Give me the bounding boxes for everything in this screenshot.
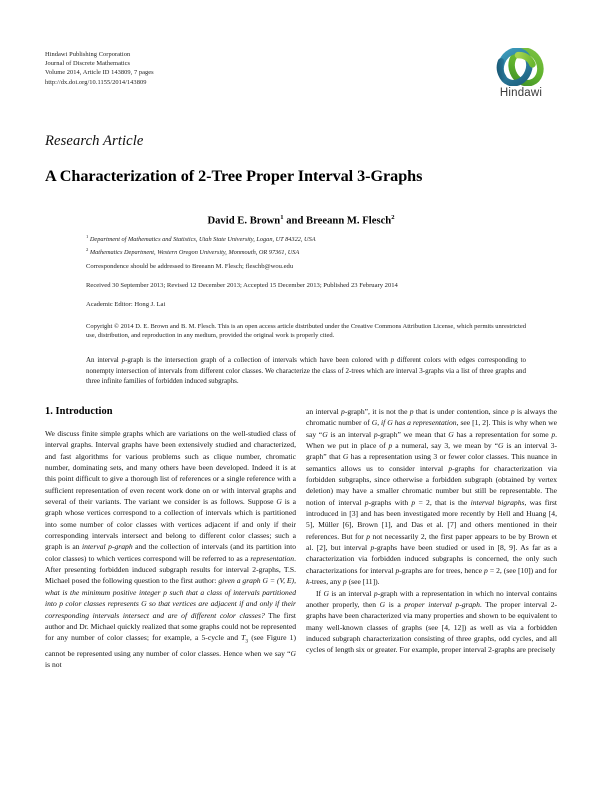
body-columns	[45, 406, 557, 796]
abstract: An interval p-graph is the intersection graph of a collection of intervals which have been colored with p different colors with edges corresponding to nonempty intersection of intervals from different color classes. We characterize the class of 2-trees which are interval 3-graphs via a list of three graphs and three infinite families of forbidden induced subgraphs.	[86, 356, 527, 385]
academic-editor-line: Academic Editor: Hong J. Lai	[86, 300, 166, 308]
affiliation-text: Department of Mathematics and Statistics, Utah State University, Logan, UT 84322, USA	[89, 236, 316, 244]
affiliation-item	[86, 245, 526, 258]
masthead-journal: Journal of Discrete Mathematics	[45, 60, 131, 68]
hindawi-logo	[486, 48, 556, 99]
affiliation-text: Mathematics Department, Western Oregon University, Monmouth, OR 97361, USA	[89, 248, 300, 256]
article-meta	[86, 262, 526, 319]
copyright-statement: Copyright © 2014 D. E. Brown and B. M. Flesch. This is an open access article distributed under the Creative Commons Attribution License, which permits unrestricted use, distribution, and reproduction in any medium, provided the original work is properly cited.	[86, 323, 526, 340]
affiliation-list	[86, 232, 526, 257]
paragraph: If G is an interval p-graph with a representation in which no interval contains another properly, then G is a proper interval p-graph. The proper interval 2-graphs have been characterized via many properties and shown to be equivalent to many well-known classes of graphs (see [4, 12]) as well as via a forbidden induced subgraph characterization consisting of three graphs, odd cycles, and all cycles of length six or greater. For example, proper interval 2-graphs are precisely	[306, 588, 557, 655]
masthead-doi: http://dx.doi.org/10.1155/2014/143809	[45, 78, 147, 86]
affiliation-item	[86, 232, 526, 245]
interlocking-rings-icon	[493, 48, 549, 86]
column-left	[45, 406, 296, 796]
section-heading-introduction: 1. Introduction	[45, 406, 113, 417]
dates-line: Received 30 September 2013; Revised 12 December 2013; Accepted 15 December 2013; Published 23 February 2014	[86, 281, 398, 289]
affiliation-marker: 1	[86, 234, 89, 239]
masthead-publisher: Hindawi Publishing Corporation	[45, 51, 131, 58]
paragraph: an interval p-graph”, it is not the p that is under contention, since p is always the chromatic number of G, if G has a representation, see [1, 2]. This is why when we say “G is an interval p-graph” we mean that G has a representation for some p. When we put in place of p a numeral, say 3, we mean by “G is an interval 3-graph” that G has a representation using 3 or fewer color classes. This nuance in semantics allows us to consider interval p-graphs for characterization via forbidden subgraphs, since otherwise a forbidden subgraph (obtained by vertex deletion) may have a smaller chromatic number but still be representable. The notion of interval p-graphs with p = 2, that is the interval bigraphs, was first introduced in [3] and has been investigated more recently by Hell and Huang [4, 5], Müller [6], Brown [1], and Das et al. [7] and others mentioned in their references. But for p not necessarily 2, the first paper appears to be by Brown et al. [2], but interval p-graphs have been studied or used in [8, 9]. As far as a characterization via forbidden induced subgraphs is concerned, the only such characterizations for interval p-graphs are for trees, hence p = 2, (see [10]) and for k-trees, any p (see [11]).	[306, 407, 557, 587]
correspondence-line: Correspondence should be addressed to Breeann M. Flesch; fleschb@wou.edu	[86, 263, 294, 270]
masthead-volume: Volume 2014, Article ID 143809, 7 pages	[45, 69, 154, 77]
masthead	[45, 50, 375, 87]
affiliation-marker: 2	[86, 246, 89, 252]
hindawi-wordmark: Hindawi	[499, 87, 543, 99]
article-type-label: Research Article	[45, 133, 144, 149]
page-title: A Characterization of 2-Tree Proper Interval 3-Graphs	[45, 166, 423, 185]
paragraph: We discuss finite simple graphs which are variations on the well-studied class of interval graphs. Interval graphs have been extensively studied and characterized, and fast algorithms for various problems such as clique number, chromatic number, dominating sets, and many others have been developed. Indeed it is at this point difficult to give a thorough list of references or a single reference with a sufficient representation of even recent work done on or with interval graphs and several of their variants. The variant we consider is as follows. Suppose G is a graph whose vertices correspond to a collection of intervals which is partitioned into some number of color classes with vertices adjacent if and only if their corresponding intervals intersect and belong to different color classes; such a graph is an interval p-graph and the collection of intervals (and its partition into color classes) to which vertices correspond will be referred to as a representation. After presenting forbidden induced subgraph results for interval 2-graphs, T.S. Michael posed the following question to the first author: given a graph G = (V, E), what is the minimum positive integer p such that a class of intervals partitioned into p color classes represents G so that vertices are adjacent if and only if their corresponding intervals intersect and are of different color classes? The first author and Dr. Michael quickly realized that some graphs could not be represented for any number of color classes; for example, a 5-cycle and $T_3$ (see Figure 1) cannot be represented using any number of color classes. Hence when we say “G is not	[45, 429, 296, 670]
author-list: David E. Brown$^1$ and Breeann M. Flesch$^2$	[207, 214, 395, 227]
column-right	[306, 406, 557, 796]
